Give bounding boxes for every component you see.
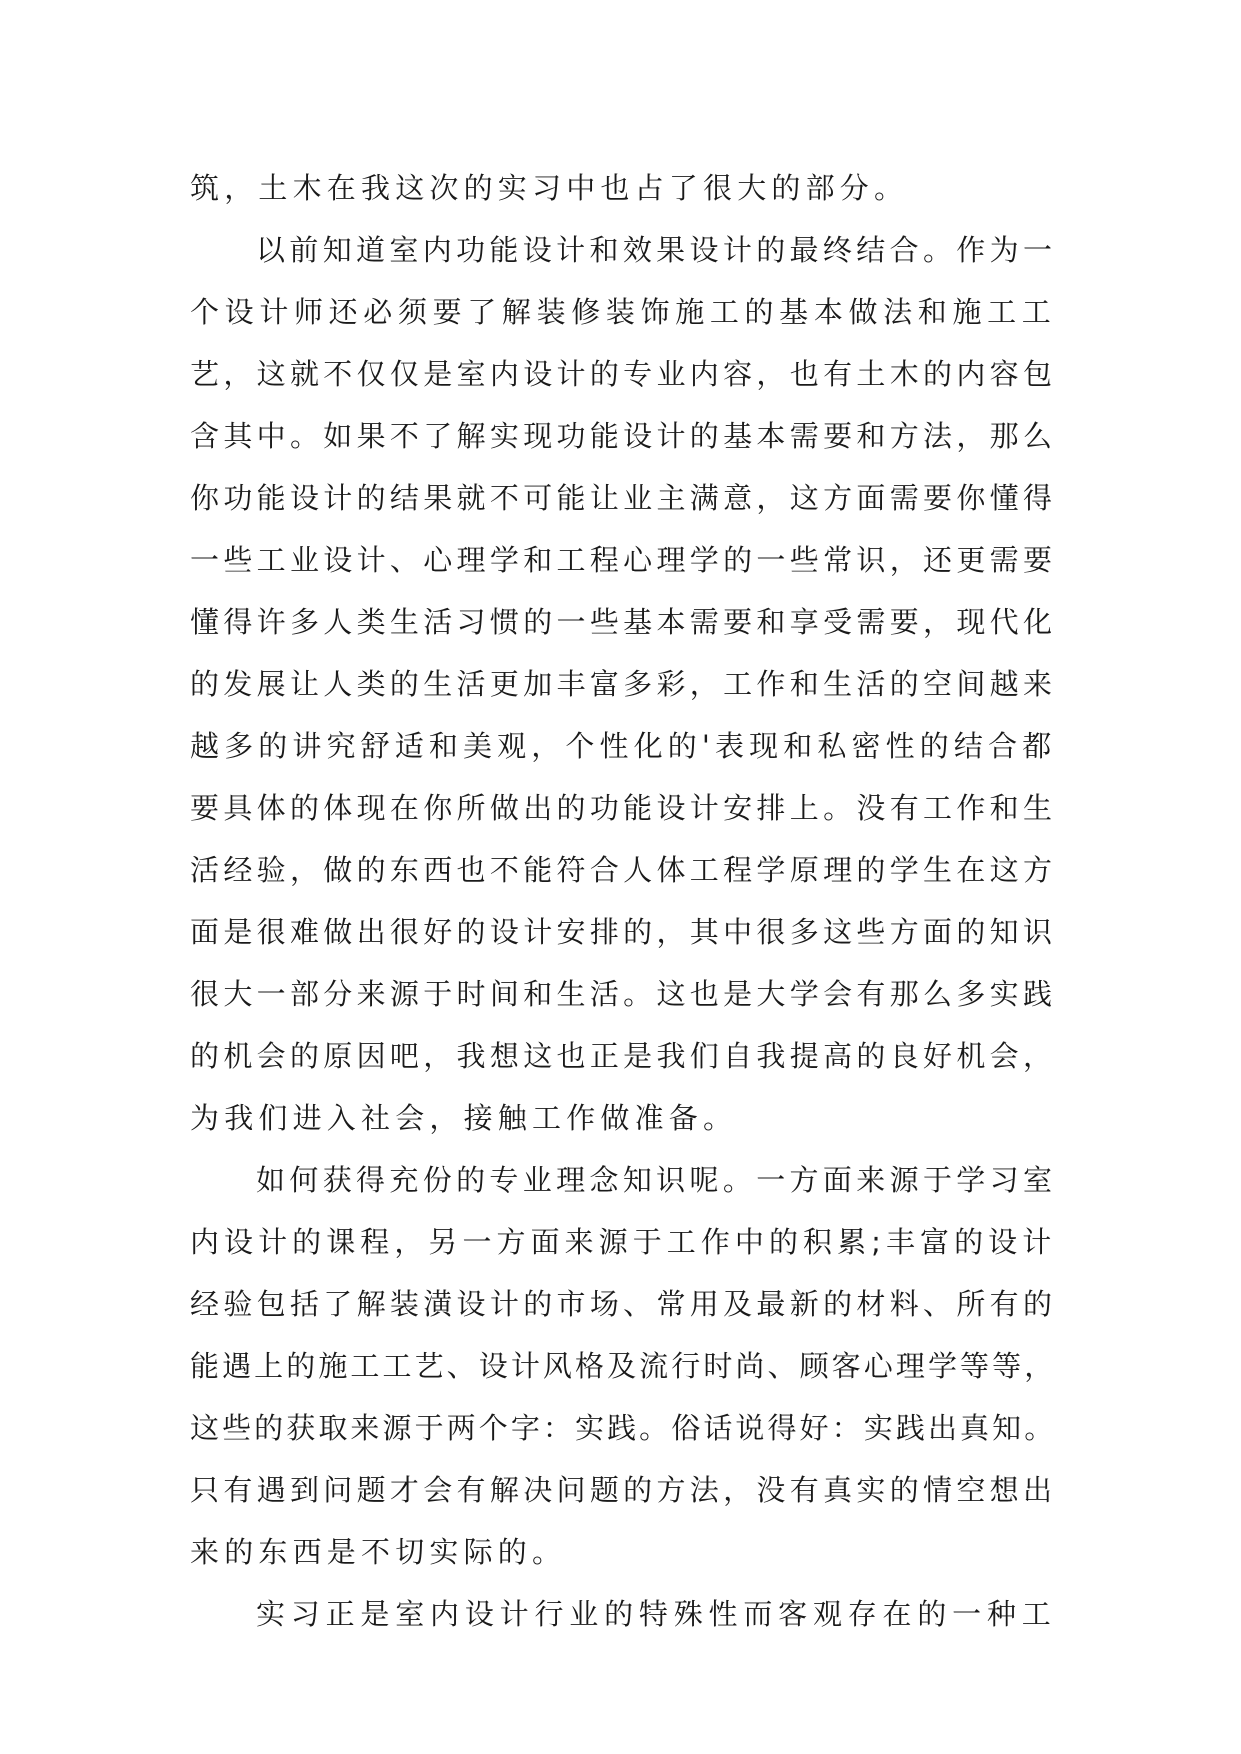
text-line: 能遇上的施工工艺、设计风格及流行时尚、顾客心理学等等， [190, 1349, 1056, 1383]
text-line: 要具体的体现在你所做出的功能设计安排上。没有工作和生 [190, 791, 1056, 825]
text-line: 懂得许多人类生活习惯的一些基本需要和享受需要，现代化 [190, 605, 1056, 639]
text-line: 含其中。如果不了解实现功能设计的基本需要和方法，那么 [190, 419, 1056, 453]
text-line: 筑，土木在我这次的实习中也占了很大的部分。 [190, 171, 909, 205]
text-line: 艺，这就不仅仅是室内设计的专业内容，也有土木的内容包 [190, 357, 1056, 391]
text-line: 你功能设计的结果就不可能让业主满意，这方面需要你懂得 [190, 481, 1056, 515]
text-line: 这些的获取来源于两个字：实践。俗话说得好：实践出真知。 [190, 1411, 1056, 1445]
paragraph-first-line: 以前知道室内功能设计和效果设计的最终结合。作为一 [256, 233, 1056, 267]
paragraph-last-line: 为我们进入社会，接触工作做准备。 [190, 1101, 738, 1135]
text-line: 一些工业设计、心理学和工程心理学的一些常识，还更需要 [190, 543, 1056, 577]
text-line: 面是很难做出很好的设计安排的，其中很多这些方面的知识 [190, 915, 1056, 949]
text-line: 的发展让人类的生活更加丰富多彩，工作和生活的空间越来 [190, 667, 1056, 701]
text-line: 活经验，做的东西也不能符合人体工程学原理的学生在这方 [190, 853, 1056, 887]
document-body [190, 157, 1056, 1645]
text-line: 越多的讲究舒适和美观，个性化的'表现和私密性的结合都 [190, 729, 1056, 763]
text-line: 经验包括了解装潢设计的市场、常用及最新的材料、所有的 [190, 1287, 1056, 1321]
text-line: 很大一部分来源于时间和生活。这也是大学会有那么多实践 [190, 977, 1056, 1011]
text-line: 个设计师还必须要了解装修装饰施工的基本做法和施工工 [190, 295, 1056, 329]
paragraph-first-line: 如何获得充份的专业理念知识呢。一方面来源于学习室 [256, 1163, 1056, 1197]
paragraph-first-line: 实习正是室内设计行业的特殊性而客观存在的一种工 [256, 1597, 1056, 1631]
paragraph-last-line: 来的东西是不切实际的。 [190, 1535, 567, 1569]
text-line: 只有遇到问题才会有解决问题的方法，没有真实的情空想出 [190, 1473, 1056, 1507]
text-line: 内设计的课程，另一方面来源于工作中的积累;丰富的设计 [190, 1225, 1056, 1259]
text-line: 的机会的原因吧，我想这也正是我们自我提高的良好机会， [190, 1039, 1056, 1073]
